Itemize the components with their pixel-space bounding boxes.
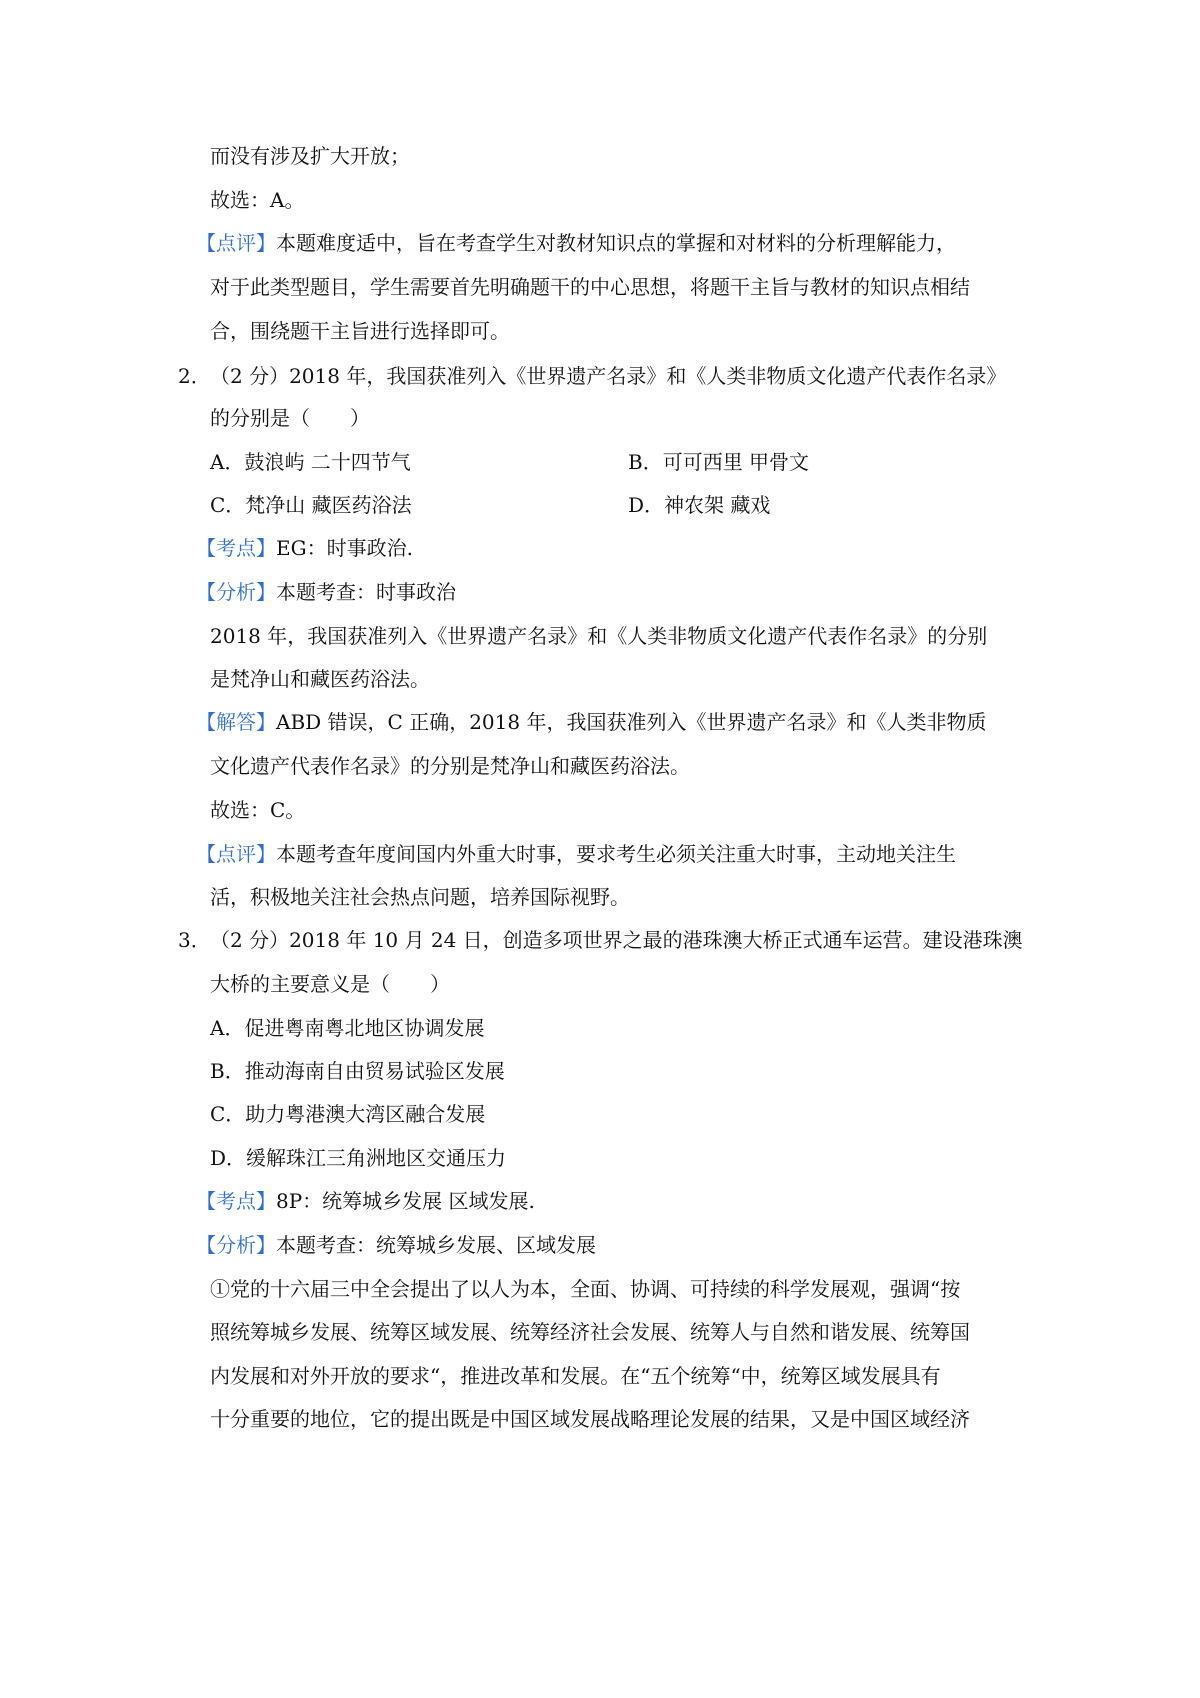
- q2-stem-line-1: （2 分）2018 年，我国获准列入《世界遗产名录》和《人类非物质文化遗产代表作名录》: [210, 364, 1007, 388]
- q2-analysis-line-2: 2018 年，我国获准列入《世界遗产名录》和《人类非物质文化遗产代表作名录》的分别: [210, 624, 988, 648]
- q2-answer-line: [196, 708, 1016, 736]
- q3-point-line: [196, 1187, 1016, 1215]
- q2-comment-line-2: 活，积极地关注社会热点问题，培养国际视野。: [210, 885, 630, 909]
- q3-option-a: A．促进粤南粤北地区协调发展: [210, 1016, 485, 1040]
- q2-comment-text: 本题考查年度间国内外重大时事，要求考生必须关注重大时事，主动地关注生: [276, 842, 956, 866]
- q2-point-line: [196, 534, 1016, 562]
- q3-stem-line-1: （2 分）2018 年 10 月 24 日，创造多项世界之最的港珠澳大桥正式通车运营。建设港珠澳: [210, 928, 1023, 952]
- q3-analysis-line-4: 内发展和对外开放的要求“，推进改革和发展。在“五个统筹“中，统筹区域发展具有: [210, 1364, 941, 1388]
- q2-choice: 故选：C。: [210, 798, 306, 822]
- q2-option-c: C．梵净山 藏医药浴法: [210, 493, 412, 517]
- q2-analysis-line-3: 是梵净山和藏医药浴法。: [210, 667, 430, 691]
- q3-analysis-line: [196, 1231, 1016, 1259]
- q3-option-b: B．推动海南自由贸易试验区发展: [210, 1059, 505, 1083]
- q3-analysis-line-5: 十分重要的地位，它的提出既是中国区域发展战略理论发展的结果，又是中国区域经济: [210, 1407, 970, 1431]
- q2-option-a: A．鼓浪屿 二十四节气: [210, 450, 411, 474]
- analysis-tag: 【分析】: [196, 580, 276, 604]
- q2-number: 2．: [178, 364, 211, 388]
- q2-answer-line-2: 文化遗产代表作名录》的分别是梵净山和藏医药浴法。: [210, 754, 690, 778]
- q1-choice: 故选：A。: [210, 188, 305, 212]
- q3-number: 3．: [178, 928, 211, 952]
- analysis-tag: 【分析】: [196, 1233, 276, 1257]
- q3-analysis-line-2: ①党的十六届三中全会提出了以人为本，全面、协调、可持续的科学发展观，强调“按: [210, 1277, 961, 1301]
- q1-tail-text: 而没有涉及扩大开放；: [210, 144, 410, 168]
- answer-tag: 【解答】: [196, 710, 276, 734]
- q2-answer-text: ABD 错误，C 正确，2018 年，我国获准列入《世界遗产名录》和《人类非物质: [276, 710, 987, 734]
- q3-stem-line-2: 大桥的主要意义是（ ）: [210, 972, 450, 996]
- point-tag: 【考点】: [196, 1189, 276, 1213]
- q1-comment-line-3: 合，围绕题干主旨进行选择即可。: [210, 319, 510, 343]
- comment-tag: 【点评】: [196, 231, 276, 255]
- point-tag: 【考点】: [196, 536, 276, 560]
- comment-tag: 【点评】: [196, 842, 276, 866]
- q3-point-text: 8P：统筹城乡发展 区域发展.: [276, 1189, 535, 1213]
- q1-comment-line: [196, 229, 1016, 257]
- q3-option-c: C．助力粤港澳大湾区融合发展: [210, 1102, 486, 1126]
- q2-option-b: B．可可西里 甲骨文: [628, 450, 810, 474]
- q3-analysis-text: 本题考查：统筹城乡发展、区域发展: [276, 1233, 596, 1257]
- q3-analysis-line-3: 照统筹城乡发展、统筹区域发展、统筹经济社会发展、统筹人与自然和谐发展、统筹国: [210, 1320, 970, 1344]
- q1-comment-line-2: 对于此类型题目，学生需要首先明确题干的中心思想，将题干主旨与教材的知识点相结: [210, 275, 970, 299]
- q2-option-d: D．神农架 藏戏: [628, 493, 771, 517]
- q2-analysis-text: 本题考查：时事政治: [276, 580, 456, 604]
- q2-stem-line-2: 的分别是（ ）: [210, 406, 370, 430]
- q2-analysis-line: [196, 578, 1016, 606]
- q1-comment-text: 本题难度适中，旨在考查学生对教材知识点的掌握和对材料的分析理解能力，: [276, 231, 956, 255]
- q3-option-d: D．缓解珠江三角洲地区交通压力: [210, 1146, 507, 1170]
- q2-point-text: EG：时事政治.: [276, 536, 413, 560]
- q2-comment-line: [196, 840, 1016, 868]
